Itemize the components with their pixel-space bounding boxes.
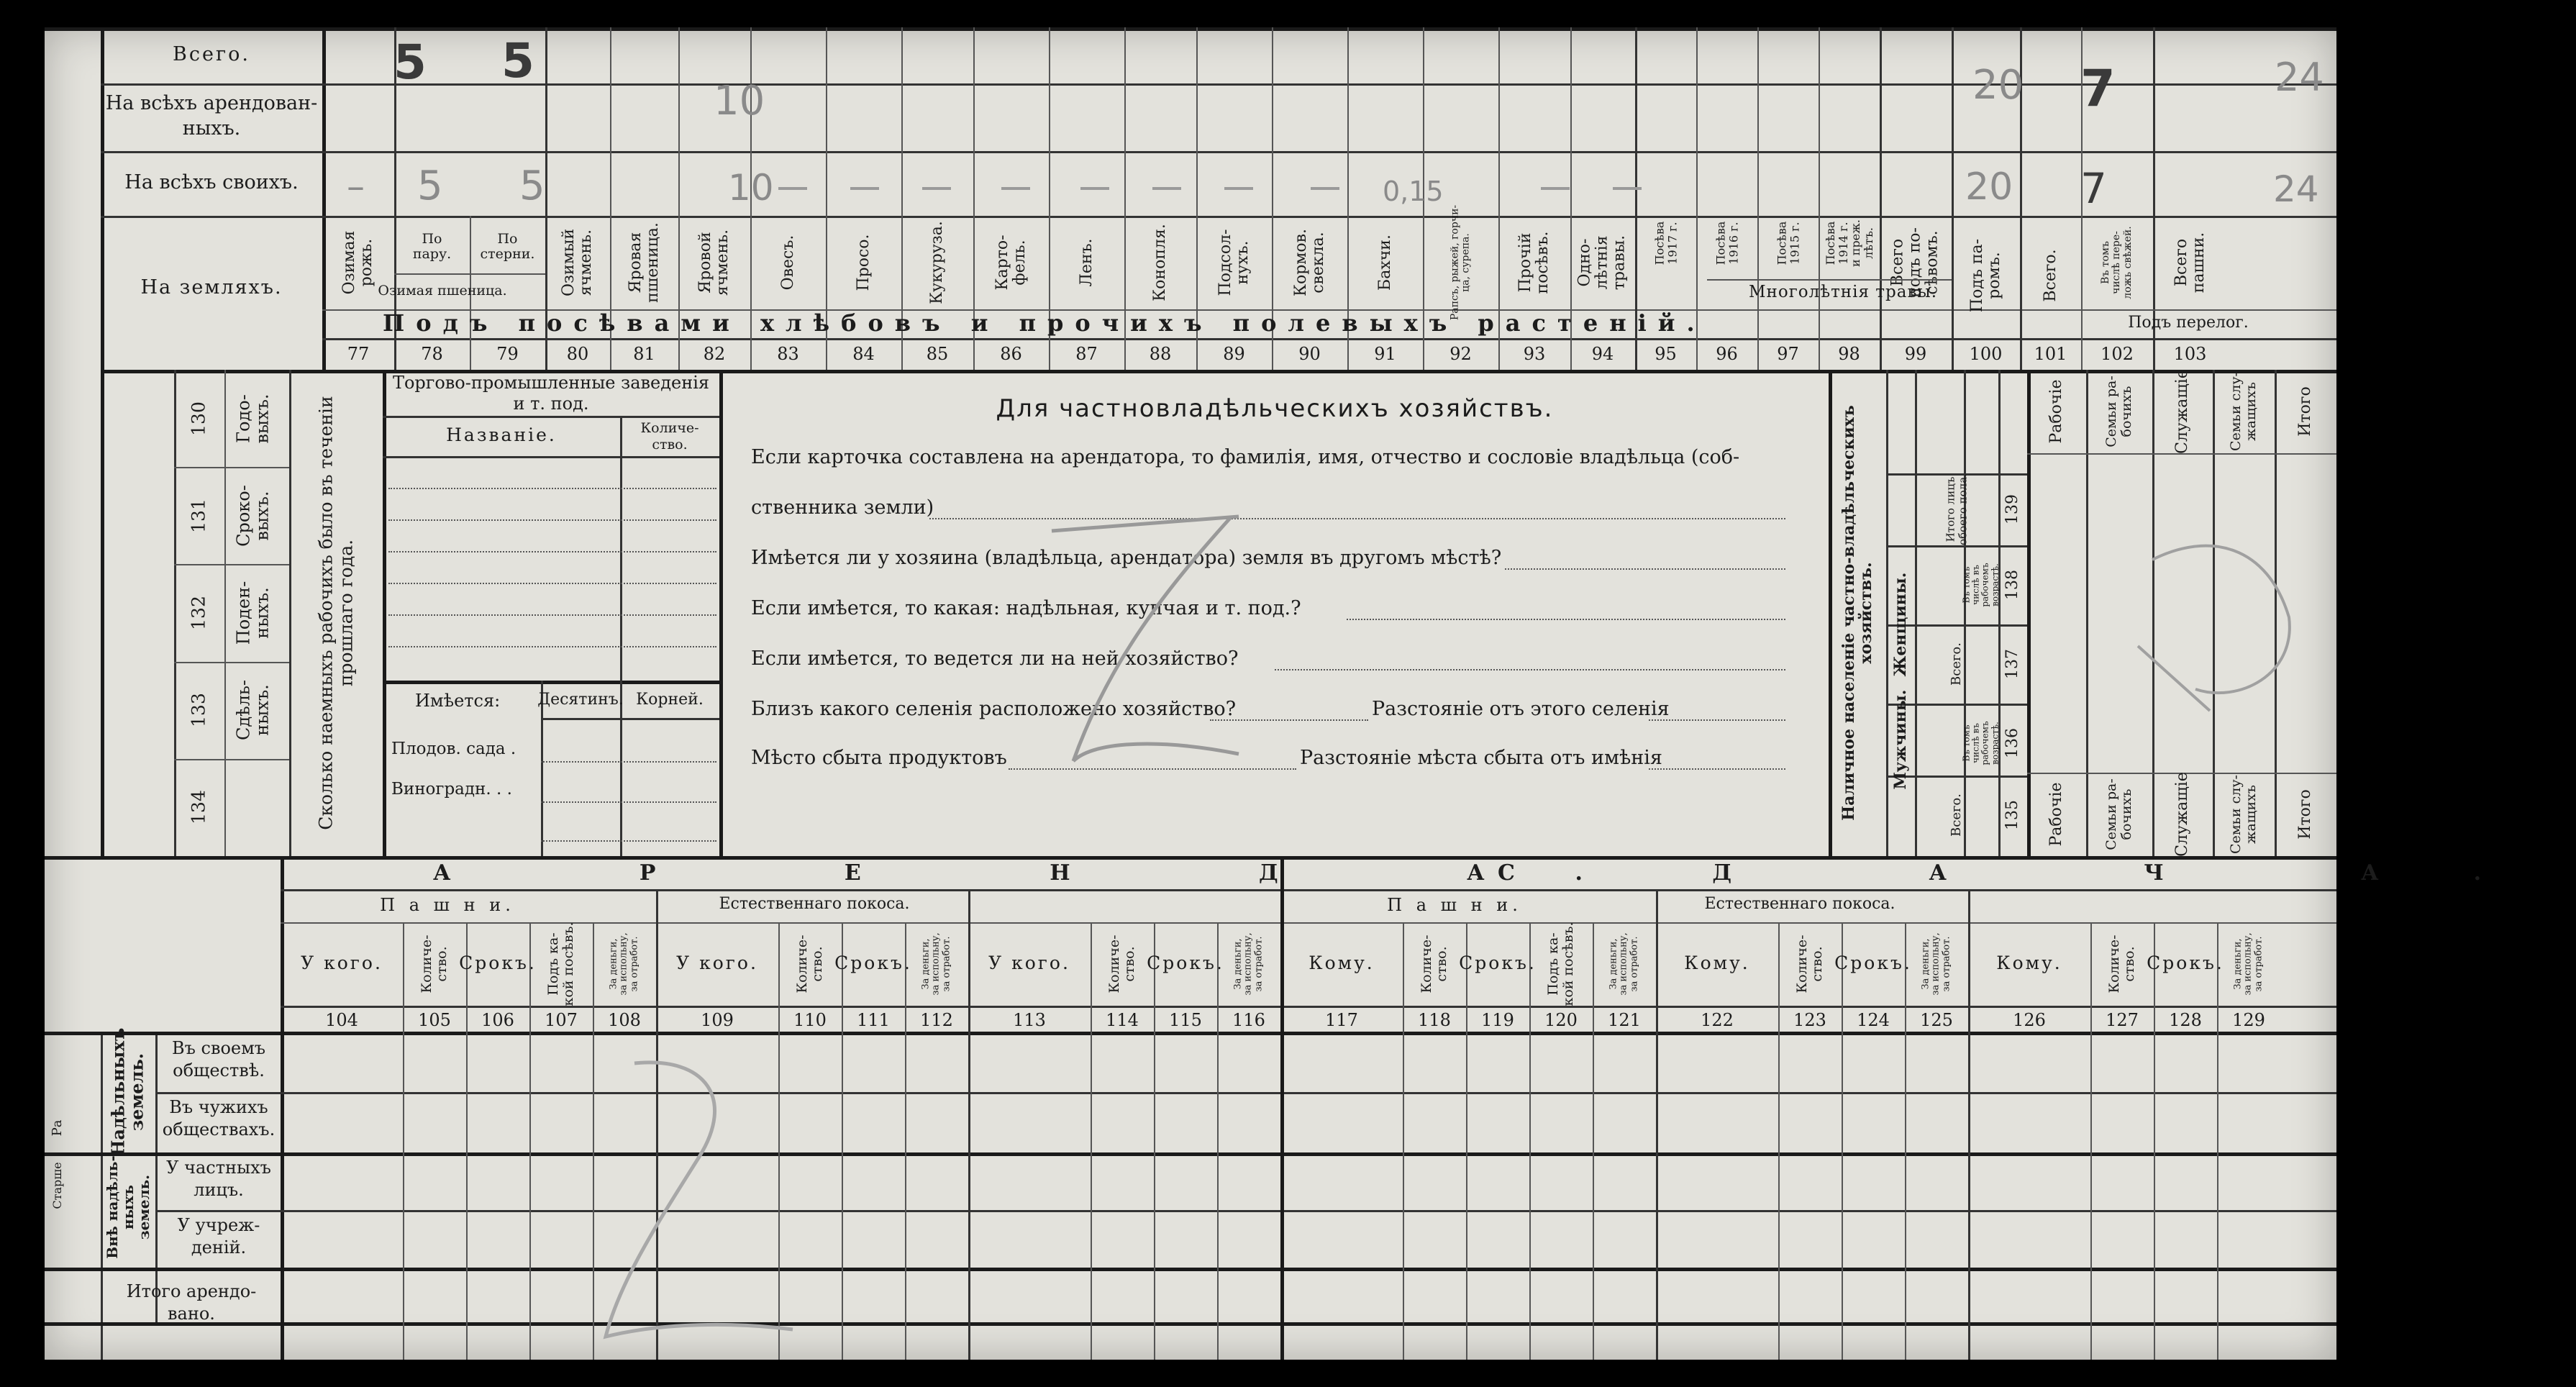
private-line-9: Разстояніе мѣста сбыта отъ имѣнія [1300,747,1662,769]
top-col-label-97: Посѣва 1915 г. [1774,221,1801,265]
bottom-col-label-119: Срокъ. [1459,952,1537,973]
top-col-label-95: Посѣва 1917 г. [1652,221,1679,265]
bottom-col-num-107: 107 [545,1010,578,1030]
top-col-num-77: 77 [347,344,370,364]
bottom-col-label-125: За деньги, за испольну, за отработ. [1920,932,1952,996]
bottom-col-num-126: 126 [2013,1010,2046,1030]
private-line-8: Мѣсто сбыта продуктовъ [751,747,1007,769]
bottom-col-num-120: 120 [1544,1010,1578,1030]
pop-muzhchiny: Мужчины. [1890,689,1910,790]
pop-vsego-2: Всего. [1949,793,1965,837]
bottom-col-label-124: Срокъ. [1834,952,1912,973]
top-col-label-85: Кукуруза. [927,221,946,304]
bottom-col-num-110: 110 [793,1010,827,1030]
workers-num-134: 134 [188,790,209,825]
bottom-col-num-127: 127 [2106,1010,2139,1030]
row-label-vsego: Всего. [173,43,250,65]
top-col-label-90: Кормов. свекла. [1291,228,1327,297]
hw-vsego-78: 5 [393,35,427,90]
bottom-col-num-106: 106 [481,1010,514,1030]
bottom-col-label-123: Количе- ство. [1794,934,1825,993]
bottom-col-num-113: 113 [1013,1010,1046,1030]
bottom-col-label-104: У кого. [301,952,383,973]
private-line-1: Если карточка составлена на арендатора, то фамилія, имя, отчество и сословіе владѣльца (соб- [751,446,1740,468]
row-label-zemlyah: На земляхъ. [140,276,283,299]
trade-imeetsya: Имѣется: [415,691,501,711]
workers-label-131: Сроко- выхъ. [233,484,273,547]
bottom-col-num-108: 108 [608,1010,641,1030]
top-col-label-84: Просо. [854,234,873,291]
bottom-col-label-113: У кого. [988,952,1070,973]
workers-label-132: Поден- ныхъ. [233,581,273,645]
bottom-col-label-110: Количе- ство. [794,934,825,993]
top-col-label-96: Посѣва 1916 г. [1713,221,1740,265]
bottom-col-num-124: 124 [1857,1010,1890,1030]
top-col-label-89: Подсол- нухъ. [1216,229,1252,296]
top-col-num-94: 94 [1591,344,1614,364]
pop-vsego-1: Всего. [1949,642,1965,686]
arenda-pashni: П а ш н и. [380,895,515,915]
bottom-col-label-126: Кому. [1996,952,2062,973]
edge-stub-2: Старше [50,1162,65,1209]
top-col-label-81: Яровая пшеница. [626,222,662,303]
bottom-row-uchrezh: У учреж- деній. [177,1215,260,1258]
top-col-num-102: 102 [2101,344,2134,364]
private-line-5: Если имѣется, то ведется ли на ней хозяйство? [751,647,1239,670]
bottom-col-num-116: 116 [1232,1010,1265,1030]
top-col-label-94: Одно- лѣтнія травы. [1575,235,1629,291]
top-col-num-81: 81 [633,344,655,364]
top-col-label-103: Всего пашни. [2172,232,2208,294]
hw-svoih-99: 20 [1965,165,2013,209]
top-label-divider [322,27,326,370]
bottom-row-itogo: Итого арендо- вано. [126,1281,257,1324]
top-col-label-102: Въ томъ числѣ пере- ложь свѣжей. [2099,226,2134,299]
right-col-bot-1: Семьи ра- бочихъ [2103,778,2134,850]
top-col-num-78: 78 [421,344,443,364]
workers-num-132: 132 [188,596,209,630]
top-col-num-99: 99 [1904,344,1927,364]
trade-qty-col: Количе- ство. [640,420,699,453]
census-card-sheet [45,27,2576,1360]
workers-label-133: Сдѣль- ныхъ. [233,680,273,741]
top-col-label-83: Овесъ. [778,235,797,291]
top-col-num-100: 100 [1969,344,2003,364]
hw-vsego-79: 5 [501,33,534,88]
hw-vsego-100: 7 [2080,59,2116,118]
banner-arenda: А Р Е Н Д А. [433,860,1673,886]
pop-num-136: 136 [2003,728,2021,758]
bottom-col-num-123: 123 [1793,1010,1826,1030]
top-col-label-98: Посѣва 1914 г. и преж. лѣтъ. [1823,219,1875,267]
top-col-num-103: 103 [2173,344,2207,364]
workers-label-130: Годо- выхъ. [233,394,273,444]
top-col-num-79: 79 [496,344,519,364]
top-col-label-86: Карто- фель. [993,235,1029,291]
trade-vinograd: Виноградн. . . [391,780,512,799]
right-col-top-4: Итого [2295,386,2314,437]
bottom-col-label-128: Срокъ. [2147,952,2224,973]
bottom-col-num-111: 111 [857,1010,890,1030]
bottom-col-num-112: 112 [920,1010,953,1030]
bottom-col-num-115: 115 [1169,1010,1202,1030]
hw-vsego-103: 24 [2275,55,2324,100]
top-col-label-82: Яровой ячмень. [696,229,732,296]
pop-num-138: 138 [2003,570,2021,600]
top-col-num-95: 95 [1655,344,1677,364]
bottom-col-num-129: 129 [2232,1010,2265,1030]
bottom-col-num-122: 122 [1701,1010,1734,1030]
workers-num-130: 130 [188,401,209,436]
top-col-label-79: По стерни. [480,231,535,262]
bottom-col-label-108: За деньги, за испольну, за отработ. [608,932,640,996]
bottom-col-num-109: 109 [701,1010,734,1030]
top-col-num-97: 97 [1777,344,1799,364]
hw-svoih-91: 0,15 [1383,176,1444,207]
trade-title: Торгово-промышленные заведенія и т. под. [392,373,710,414]
bottom-col-label-120: Подъ ка- кой посѣвъ. [1545,922,1576,1006]
bottom-col-num-128: 128 [2169,1010,2202,1030]
private-line-6: Близъ какого селенія расположено хозяйство? [751,698,1237,720]
top-col-num-83: 83 [777,344,799,364]
top-col-num-84: 84 [852,344,875,364]
banner-posevy: Подъ посѣвами хлѣбовъ и прочихъ полевыхъ растеній. [383,309,1706,337]
top-col-label-88: Конопля. [1150,224,1169,301]
top-col-num-92: 92 [1449,344,1472,364]
hw-svoih-103: 24 [2273,168,2319,210]
top-col-label-78: По пару. [412,231,452,262]
right-col-top-2: Служащіе [2172,369,2191,454]
bottom-col-num-125: 125 [1920,1010,1953,1030]
pop-zhenshchiny: Женщины. [1890,572,1910,677]
bottom-col-num-118: 118 [1418,1010,1451,1030]
right-col-bot-2: Служащіе [2172,772,2191,857]
trade-plodov: Плодов. сада . [391,740,516,758]
private-title: Для частновладѣльческихъ хозяйствъ. [996,394,1554,423]
bottom-col-label-127: Количе- ство. [2106,934,2137,993]
top-col-num-88: 88 [1149,344,1172,364]
pop-v-tom-1: Въ томъ числѣ въ рабочемъ возрастѣ. [1961,563,2001,607]
workers-num-133: 133 [188,693,209,728]
pop-itogo-obeih: Итого лицъ обоего пола. [1944,473,1969,545]
bottom-nadel-group: Надѣльныхъ земель. [107,1027,147,1157]
trade-name-col: Названіе. [446,424,557,445]
top-col-label-93: Прочій посѣвъ. [1516,231,1552,294]
top-col-label-87: Ленъ. [1077,238,1096,287]
population-vertical-title: Наличное населеніе частно-владѣльческихъ хозяйствъ. [1839,405,1875,821]
bottom-col-num-104: 104 [325,1010,358,1030]
bottom-col-label-115: Срокъ. [1147,952,1224,973]
right-col-bot-3: Семьи слу- жащихъ [2228,775,2259,854]
group-mnogoletnie: Многолѣтнія травы. [1748,283,1938,301]
bottom-col-num-117: 117 [1325,1010,1358,1030]
workers-vertical-title: Сколько наемныхъ рабочихъ было въ теченіи прошлаго года. [315,396,356,830]
top-col-num-82: 82 [703,344,726,364]
row-label-svoih: На всѣхъ своихъ. [124,171,299,194]
top-col-label-92: Рапсъ, рыжей, горчи- ца, сурепа. [1449,204,1472,321]
top-col-label-77: Озимая рожь. [340,230,376,295]
top-col-label-80: Озимый ячмень. [559,229,595,296]
hw-vsego-82: 10 [714,78,765,124]
private-line-4: Если имѣется, то какая: надѣльная, купчая и т. под.? [751,597,1301,619]
bottom-col-label-111: Срокъ. [834,952,912,973]
pencil-mark-private [1023,502,1282,776]
bottom-col-label-107: Подъ ка- кой посѣвъ. [545,922,576,1006]
bottom-col-num-119: 119 [1481,1010,1514,1030]
right-col-bot-4: Итого [2295,789,2314,840]
pencil-mark-bottom [577,1049,807,1351]
top-col-label-100: Подъ па- ромъ. [1967,238,2003,313]
top-col-num-93: 93 [1523,344,1546,364]
top-left-border [101,27,104,370]
top-col-label-101: Всего. [2041,249,2060,302]
bottom-col-label-118: Количе- ство. [1419,934,1449,993]
hw-svoih-100: 7 [2080,164,2107,213]
top-col-num-90: 90 [1298,344,1321,364]
top-col-num-91: 91 [1374,344,1396,364]
bottom-row-chastnyh: У частныхъ лицъ. [166,1158,271,1201]
bottom-row-chuzhih: Въ чужихъ обществахъ. [162,1097,276,1140]
pop-v-tom-2: Въ томъ числѣ въ рабочемъ возрастѣ. [1961,721,2001,765]
right-col-top-3: Семьи слу- жащихъ [2228,372,2259,451]
sdacha-pashni: П а ш н и. [1387,895,1522,915]
pencil-mark-right [2109,531,2325,718]
edge-stub: Ра [50,1119,65,1137]
right-col-top-1: Семьи ра- бочихъ [2103,376,2134,447]
bottom-col-label-121: За деньги, за испольну, за отработ. [1608,932,1640,996]
private-line-3: Имѣется ли у хозяина (владѣльца, арендатора) земля въ другомъ мѣстѣ? [751,547,1502,569]
top-col-num-80: 80 [566,344,589,364]
top-col-label-99: Всего подъ по- сѣвомъ. [1888,227,1942,298]
top-col-num-96: 96 [1716,344,1738,364]
sdacha-pokos: Естественнаго покоса. [1704,895,1895,913]
right-col-bot-0: Рабочіе [2047,782,2065,847]
group-ozimaya-pshenitsa: Озимая пшеница. [378,283,507,299]
bottom-col-label-122: Кому. [1684,952,1750,973]
banner-sdacha: С Д А Ч А. [1498,860,2576,886]
top-col-num-85: 85 [926,344,949,364]
bottom-col-label-129: За деньги, за испольну, за отработ. [2232,932,2265,996]
workers-num-131: 131 [188,498,209,533]
pop-num-135: 135 [2003,800,2021,830]
pop-num-139: 139 [2003,494,2021,524]
top-border [45,27,2336,31]
hw-svoih-77: – [347,165,365,207]
top-col-num-101: 101 [2034,344,2067,364]
trade-desyatin: Десятинъ. [537,691,624,709]
arenda-pokos: Естественнаго покоса. [719,895,910,913]
bottom-col-label-106: Срокъ. [459,952,537,973]
group-pod-perelog: Подъ перелог. [2128,314,2249,332]
bottom-col-num-105: 105 [418,1010,451,1030]
hw-vsego-99: 20 [1972,62,2024,109]
pop-num-137: 137 [2003,649,2021,679]
top-col-num-89: 89 [1223,344,1245,364]
bottom-col-num-114: 114 [1106,1010,1139,1030]
private-line-7: Разстояніе отъ этого селенія [1372,698,1670,720]
bottom-col-label-105: Количе- ство. [419,934,450,993]
hw-svoih-82: 10 [728,167,774,209]
bottom-col-label-117: Кому. [1309,952,1375,973]
hw-svoih-79: 5 [519,163,545,209]
top-col-num-98: 98 [1838,344,1860,364]
trade-korney: Корней. [636,691,704,709]
bottom-col-num-121: 121 [1608,1010,1641,1030]
bottom-col-label-116: За деньги, за испольну, за отработ. [1232,932,1265,996]
top-col-num-86: 86 [1000,344,1022,364]
right-col-top-0: Рабочіе [2047,379,2065,444]
top-col-num-87: 87 [1075,344,1098,364]
bottom-col-label-112: За деньги, за испольну, за отработ. [920,932,952,996]
bottom-col-label-114: Количе- ство. [1106,934,1137,993]
section-divider-2 [45,856,2336,860]
row-label-arend: На всѣхъ арендован- ныхъ. [105,92,318,140]
hw-svoih-78: 5 [417,163,443,209]
bottom-col-label-109: У кого. [676,952,758,973]
private-line-2: ственника земли) [751,496,934,519]
bottom-row-svoem: Въ своемъ обществѣ. [171,1038,266,1081]
bottom-vne-group: Внѣ надѣль- ныхъ земель. [104,1155,153,1259]
top-col-label-91: Бахчи. [1375,235,1394,291]
